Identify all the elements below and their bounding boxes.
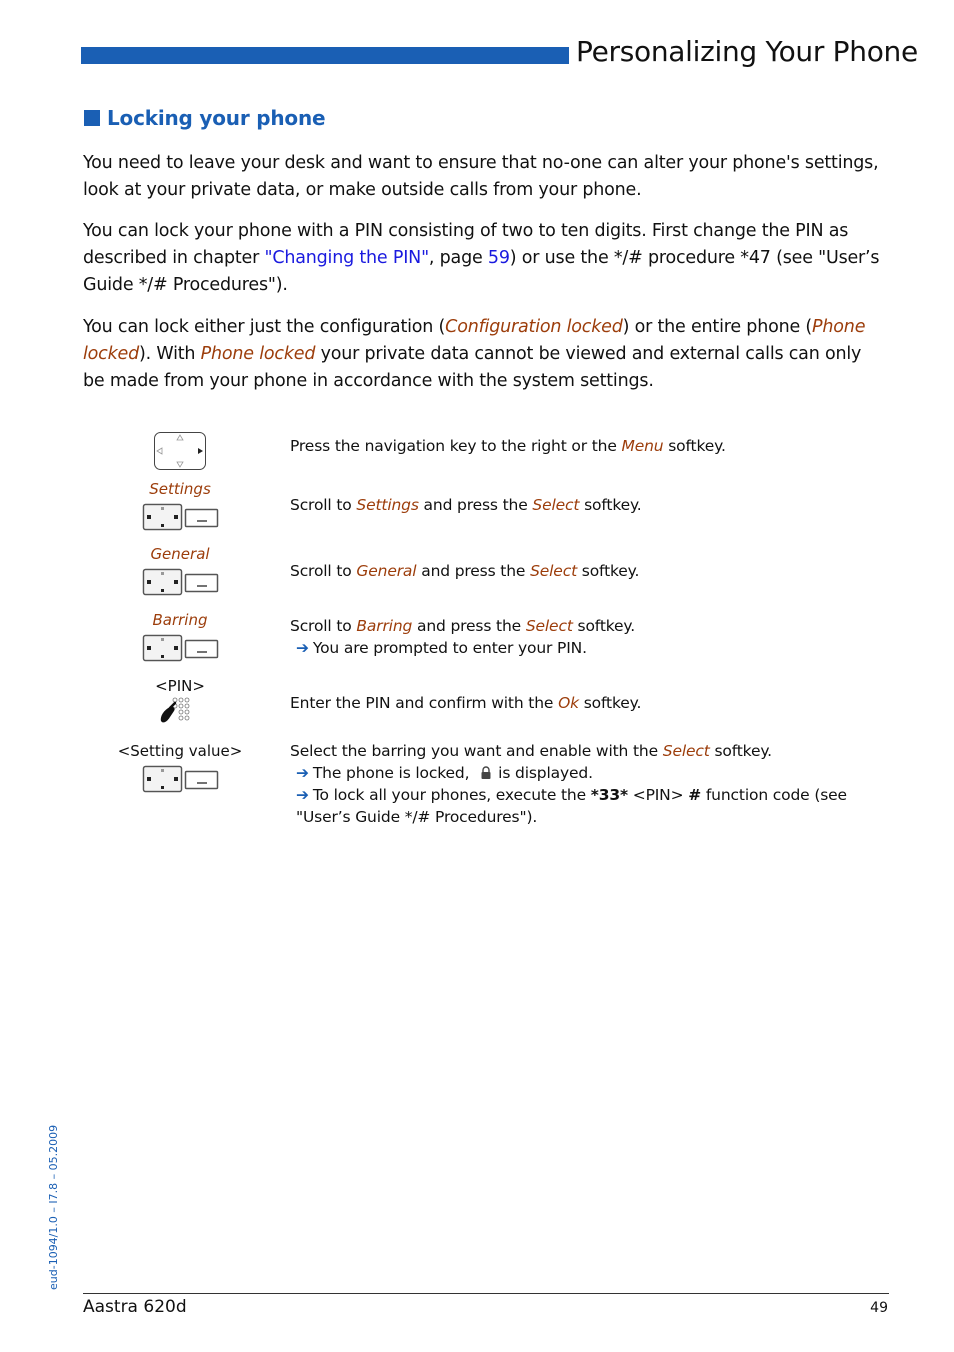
step-text-part: Scroll to — [290, 562, 357, 580]
term-settings: Settings — [356, 496, 419, 514]
function-code: *33* — [590, 786, 628, 804]
nav-softkey-icon — [142, 503, 220, 531]
pin-paragraph-text: ) or use the */# procedure *47 (see "User’s Guide */# Procedures"). — [83, 248, 880, 295]
term-ok: Ok — [558, 694, 579, 712]
step-text-part: Scroll to — [290, 496, 357, 514]
step-text — [290, 692, 860, 714]
step-label-pin: <PIN> — [155, 677, 205, 695]
step-text-part: and press the — [416, 562, 531, 580]
step-text-part: Select the barring you want and enable with the — [290, 742, 663, 760]
step-text — [290, 615, 860, 637]
step-text-part: and press the — [412, 617, 526, 635]
step-label-settings: Settings — [149, 480, 211, 498]
step-label-general: General — [150, 545, 210, 563]
step-text-part: Press the navigation key to the right or the — [290, 437, 622, 455]
step-text — [290, 494, 860, 516]
term-configuration-locked: Configuration locked — [445, 317, 623, 337]
section-title: Locking your phone — [107, 106, 326, 130]
step-result-text: <PIN> — [627, 786, 689, 804]
step-result-text: is displayed. — [498, 764, 593, 782]
step-text-part: Scroll to — [290, 617, 357, 635]
step-text-part: and press the — [418, 496, 533, 514]
paragraph-text: your private data cannot be viewed and external calls can only be made from your phone in accordance with the system settings. — [83, 344, 862, 391]
section-marker-icon — [84, 110, 100, 126]
result-arrow-icon: ➔ — [296, 764, 309, 782]
function-code: # — [688, 786, 702, 804]
step-result-text: You are prompted to enter your PIN. — [312, 639, 587, 657]
step-text-part: softkey. — [578, 694, 642, 712]
term-select: Select — [662, 742, 710, 760]
step-text-part: softkey. — [572, 617, 635, 635]
page-link[interactable]: 59 — [487, 248, 510, 268]
term-select: Select — [532, 496, 580, 514]
term-select: Select — [525, 617, 573, 635]
term-barring: Barring — [356, 617, 413, 635]
step-result — [296, 784, 856, 828]
step-result-text: The phone is locked, — [312, 764, 470, 782]
term-general: General — [356, 562, 417, 580]
term-phone-locked: Phone locked — [200, 344, 316, 364]
step-text-part: softkey. — [663, 437, 726, 455]
step-text — [290, 740, 860, 762]
footer-divider — [83, 1293, 889, 1294]
step-text — [290, 560, 860, 582]
result-arrow-icon: ➔ — [296, 786, 309, 804]
step-label-barring: Barring — [152, 611, 208, 629]
step-result — [296, 637, 866, 659]
page-title: Personalizing Your Phone — [576, 35, 918, 68]
step-result-text: To lock all your phones, execute the — [312, 786, 591, 804]
keypad-hand-icon — [158, 697, 194, 725]
footer-product: Aastra 620d — [83, 1297, 187, 1317]
step-label-setting-value: <Setting value> — [117, 742, 243, 760]
paragraph-text: ). With — [139, 344, 201, 364]
step-result-text: function code (see "User’s Guide */# Procedures"). — [296, 786, 847, 826]
intro-paragraph: You need to leave your desk and want to ensure that no-one can alter your phone's settings, look at your private data, or make outside calls from your phone. — [83, 153, 879, 200]
term-select: Select — [530, 562, 577, 580]
nav-softkey-icon — [142, 568, 220, 596]
step-text-part: Enter the PIN and confirm with the — [290, 694, 559, 712]
nav-softkey-icon — [142, 765, 220, 793]
document-code: eud-1094/1.0 – I7.8 – 05.2009 — [47, 1124, 60, 1290]
lock-icon — [480, 766, 492, 780]
header-bar — [81, 47, 569, 64]
step-text-part: softkey. — [579, 496, 642, 514]
page-number: 49 — [870, 1300, 888, 1316]
paragraph-text: You can lock either just the configuration ( — [83, 317, 446, 337]
navigation-key-icon — [154, 432, 207, 471]
step-text — [290, 435, 860, 457]
pin-paragraph-text: , page — [428, 248, 488, 268]
pin-paragraph — [83, 218, 883, 299]
term-phone-locked: Phone locked — [83, 317, 866, 364]
result-arrow-icon: ➔ — [296, 639, 309, 657]
changing-pin-link[interactable]: "Changing the PIN" — [264, 248, 429, 268]
term-menu: Menu — [621, 437, 664, 455]
paragraph-text: ) or the entire phone ( — [622, 317, 813, 337]
step-result — [296, 762, 866, 784]
step-text-part: softkey. — [709, 742, 772, 760]
step-text-part: softkey. — [577, 562, 640, 580]
lock-modes-paragraph — [83, 314, 883, 395]
nav-softkey-icon — [142, 634, 220, 662]
pin-paragraph-text: You can lock your phone with a PIN consisting of two to ten digits. First change the PIN as described in chapter — [83, 221, 849, 268]
